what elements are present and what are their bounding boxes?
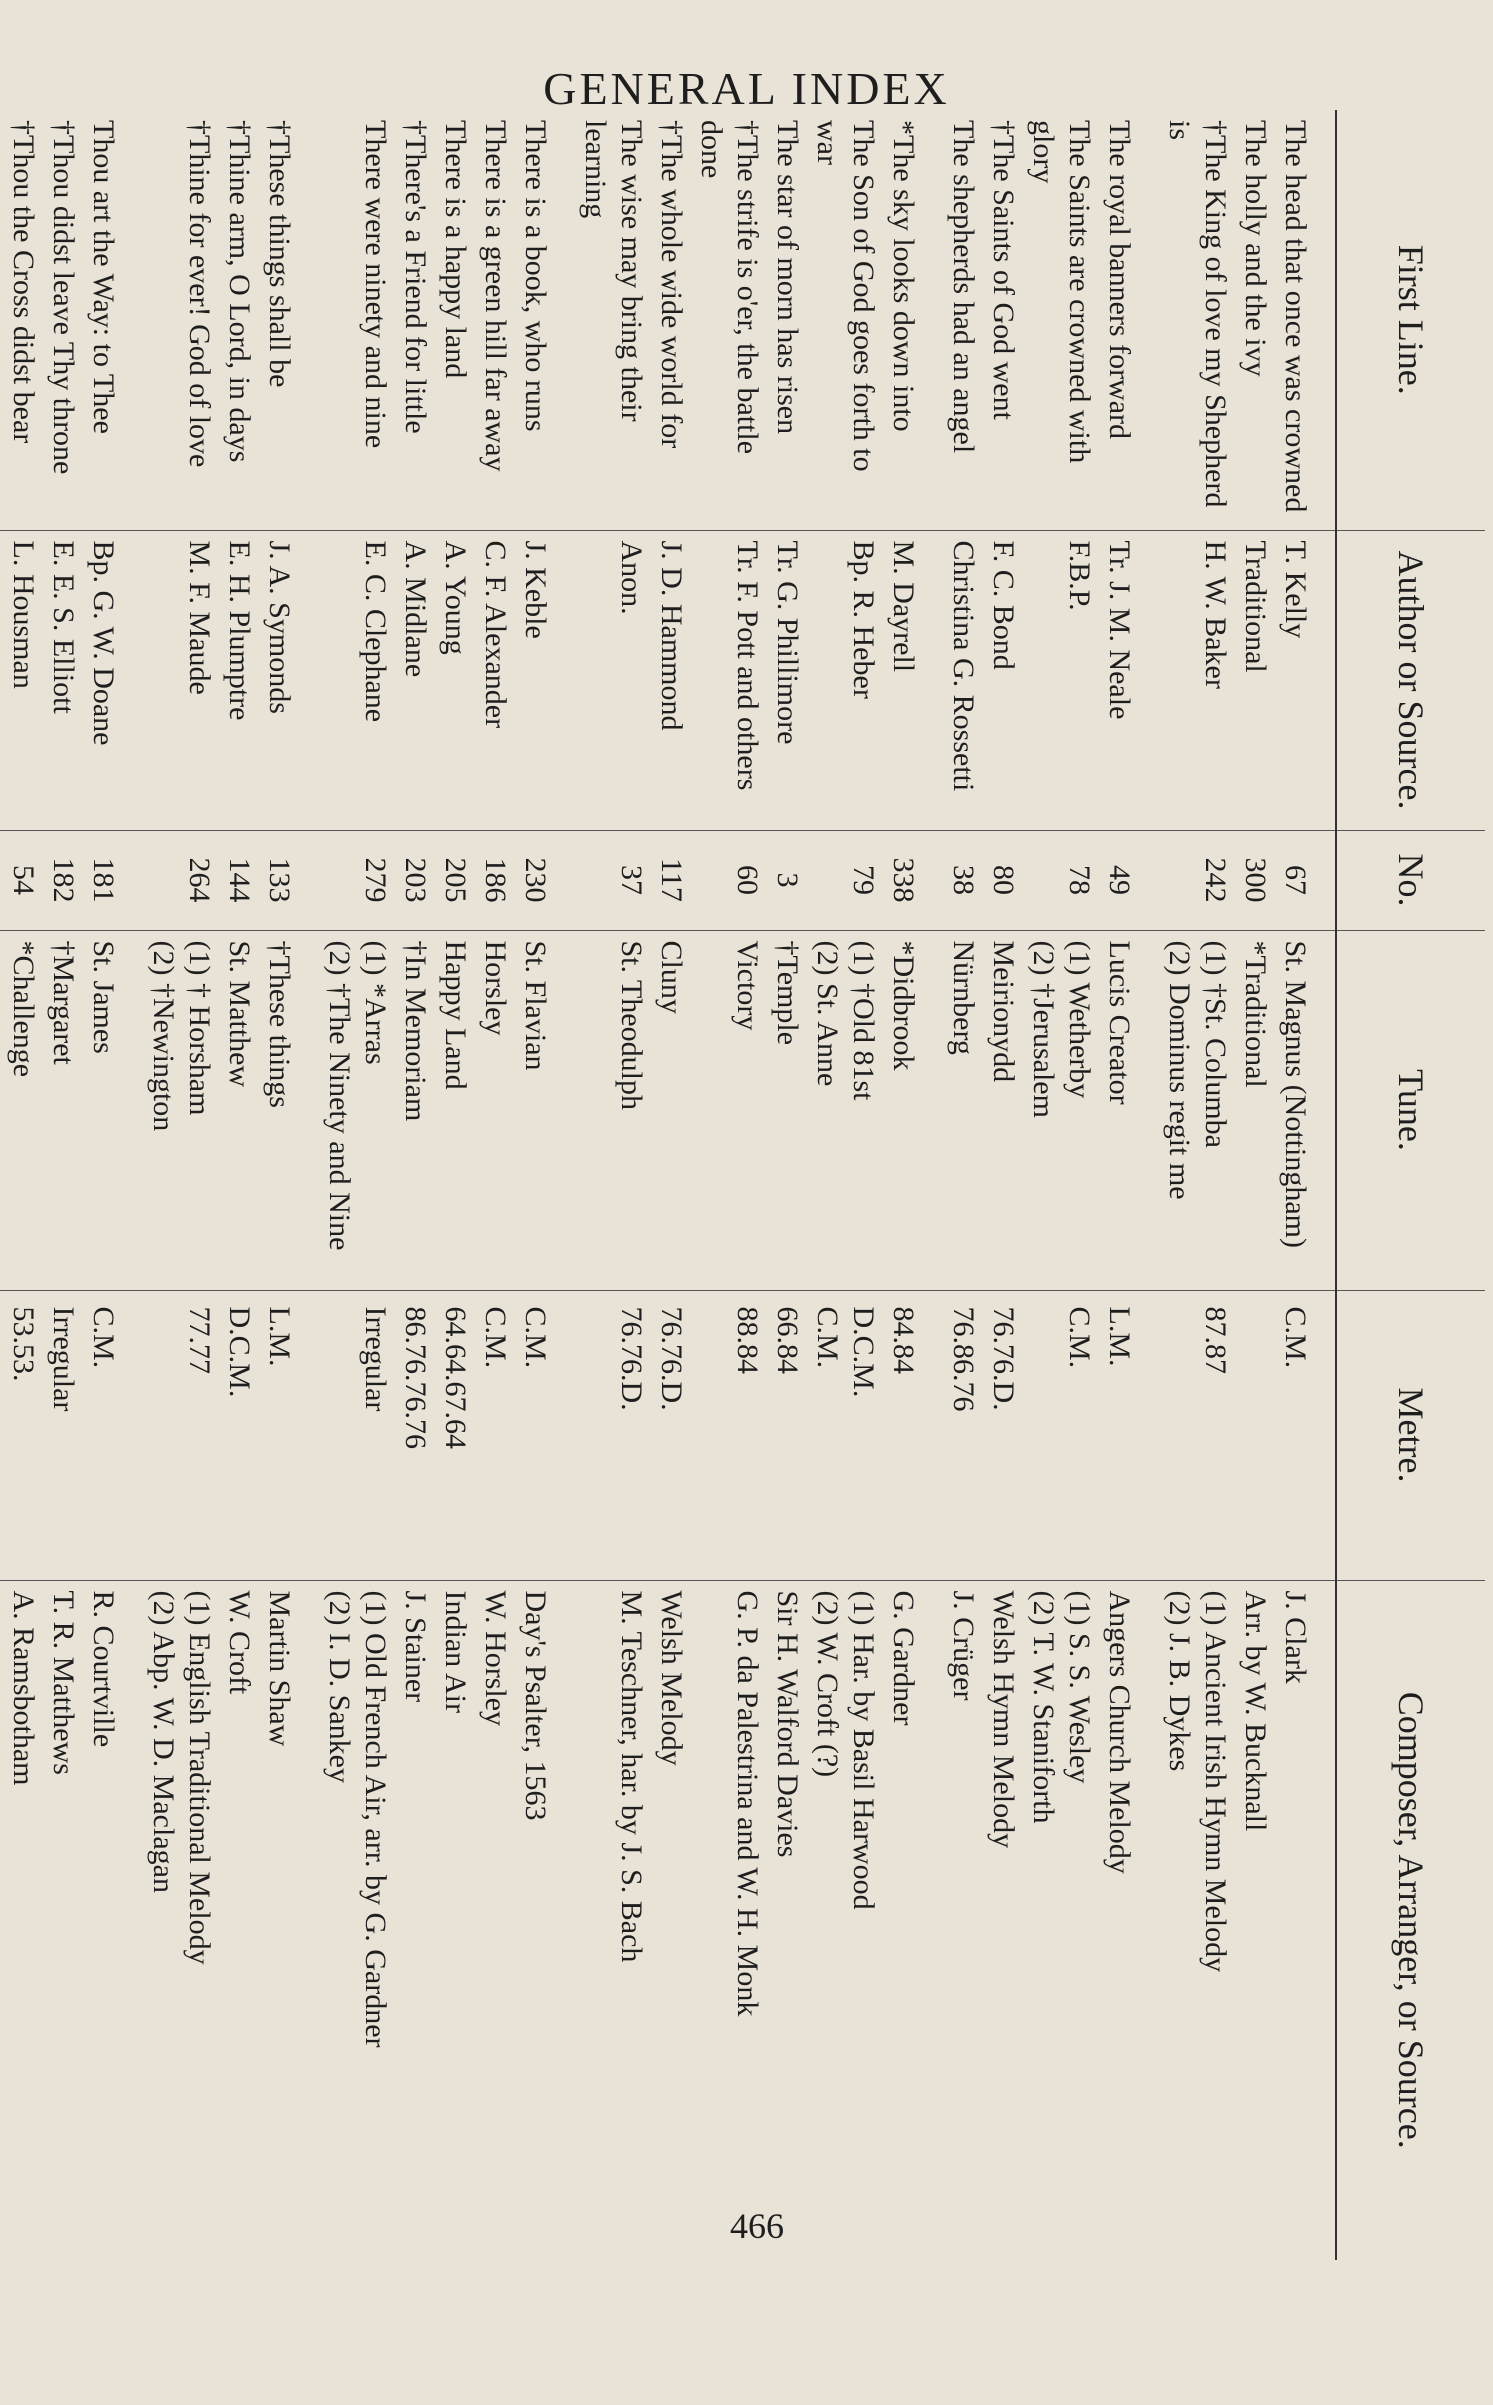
cell-author: E. C. Clephane — [319, 530, 395, 830]
cell-tune: (1) Wetherby (2) †Jerusalem — [1023, 930, 1099, 1290]
table-row — [475, 110, 515, 2260]
cell-author: A. Midlane — [395, 530, 435, 830]
cell-composer: (1) Old French Air, arr. by G. Gardner (2) I. D. Sankey — [323, 1590, 392, 2048]
cell-author: F. C. Bond — [983, 530, 1023, 830]
cell-metre: C.M. — [1023, 1290, 1099, 1580]
cell-author: J. D. Hammond — [651, 530, 691, 830]
table-row — [651, 110, 691, 2260]
table-row — [3, 110, 43, 2260]
cell-tune: (1) †Old 81st (2) St. Anne — [807, 930, 883, 1290]
cell-metre: L.M. — [1099, 1290, 1159, 1580]
cell-author: E. H. Plumptre — [219, 530, 259, 830]
cell-number: 242 — [1159, 830, 1235, 930]
cell-metre: C.M. — [475, 1290, 515, 1580]
cell-number: 205 — [435, 830, 475, 930]
table-row — [767, 110, 807, 2260]
cell-metre: 76.76.D. — [575, 1290, 651, 1580]
cell-author: Traditional — [1235, 530, 1275, 830]
cell-first-line: †Thou the Cross didst bear — [3, 110, 43, 530]
cell-metre: 76.76.D. — [651, 1290, 691, 1580]
cell-author: M. Dayrell — [883, 530, 943, 830]
table-row — [807, 110, 883, 2260]
cell-tune: Nürnberg — [943, 930, 983, 1290]
cell-composer: J. Stainer — [399, 1590, 432, 1703]
cell-composer: W. Croft — [223, 1590, 256, 1695]
cell-composer: (1) English Traditional Melody (2) Abp. W. D. Maclagan — [147, 1590, 216, 1965]
cell-first-line: †There's a Friend for little — [395, 110, 435, 530]
cell-metre: 84.84 — [883, 1290, 943, 1580]
cell-number: 67 — [1275, 830, 1336, 930]
cell-number — [0, 830, 3, 930]
cell-number: 133 — [259, 830, 319, 930]
cell-tune: St. Magnus (Nottingham) — [1275, 930, 1336, 1290]
cell-first-line: There is a book, who runs — [515, 110, 575, 530]
cell-first-line: The royal banners forward — [1099, 110, 1159, 530]
cell-composer: Sir H. Walford Davies — [771, 1590, 804, 1858]
cell-tune: St. Flavian — [515, 930, 575, 1290]
cell-metre: 87.87 — [1159, 1290, 1235, 1580]
cell-metre: C.M. — [1275, 1290, 1336, 1580]
cell-composer: Arr. by W. Bucknall — [1239, 1590, 1272, 1832]
cell-author: Tr. G. Phillimore — [767, 530, 807, 830]
cell-author: J. Keble — [515, 530, 575, 830]
cell-metre: D.C.M. — [219, 1290, 259, 1580]
cell-tune: Meirionydd — [983, 930, 1023, 1290]
cell-composer: Welsh Melody — [655, 1590, 688, 1766]
cell-composer: Angers Church Melody — [1103, 1590, 1136, 1874]
cell-tune: St. James — [83, 930, 143, 1290]
cell-tune: *Didbrook — [883, 930, 943, 1290]
cell-first-line: †Thine for ever! God of love — [143, 110, 219, 530]
cell-metre: D.C.M. C.M. — [807, 1290, 883, 1580]
cell-composer: Welsh Hymn Melody — [987, 1590, 1020, 1849]
table-row — [1023, 110, 1099, 2260]
cell-first-line: †The Saints of God went — [983, 110, 1023, 530]
cell-number: 117 — [651, 830, 691, 930]
cell-first-line: The shepherds had an angel — [943, 110, 983, 530]
cell-composer: M. Teschner, har. by J. S. Bach — [615, 1590, 648, 1963]
cell-number: 181 — [83, 830, 143, 930]
cell-metre: C.M. — [83, 1290, 143, 1580]
table-row — [943, 110, 983, 2260]
table-row — [1275, 110, 1336, 2260]
cell-first-line: The Saints are crowned with glory — [1023, 110, 1099, 530]
cell-metre: L.M. — [259, 1290, 319, 1580]
table-row — [43, 110, 83, 2260]
cell-composer: J. Crüger — [947, 1590, 980, 1701]
cell-tune: St. Theodulph — [575, 930, 651, 1290]
cell-first-line: Thou art the Way: to Thee — [83, 110, 143, 530]
cell-tune: (1) † Horsham (2) †Newington — [143, 930, 219, 1290]
cell-composer: T. R. Matthews — [47, 1590, 80, 1775]
table-row — [219, 110, 259, 2260]
cell-author: C. F. Alexander — [475, 530, 515, 830]
cell-number: 186 — [475, 830, 515, 930]
cell-tune — [0, 930, 3, 1290]
table-row — [983, 110, 1023, 2260]
cell-metre: 53.53. — [3, 1290, 43, 1580]
cell-number: 230 — [515, 830, 575, 930]
cell-author: H. W. Baker — [1159, 530, 1235, 830]
cell-number: 37 — [575, 830, 651, 930]
cell-composer: Martin Shaw — [263, 1590, 296, 1747]
cell-first-line: †The whole wide world for — [651, 110, 691, 530]
col-header-author: Author or Source. — [1336, 530, 1485, 830]
cell-number: 203 — [395, 830, 435, 930]
cell-first-line: *The sky looks down into — [883, 110, 943, 530]
index-table-rotated — [7, 110, 1485, 2260]
table-row — [395, 110, 435, 2260]
cell-first-line: †The strife is o'er, the battle done — [691, 110, 767, 530]
cell-first-line: There is a happy land — [435, 110, 475, 530]
cell-author: Anon. — [575, 530, 651, 830]
cell-composer: Day's Psalter, 1563 — [519, 1590, 552, 1821]
cell-first-line: The star of morn has risen — [767, 110, 807, 530]
table-row — [883, 110, 943, 2260]
cell-composer: (1) Ancient Irish Hymn Melody (2) J. B. Dykes — [1163, 1590, 1232, 1973]
index-table — [0, 110, 1485, 2260]
page-number: 466 — [730, 2206, 784, 2246]
cell-tune: Horsley — [475, 930, 515, 1290]
cell-number: 338 — [883, 830, 943, 930]
col-header-no: No. — [1336, 830, 1485, 930]
cell-author: J. A. Symonds — [259, 530, 319, 830]
cell-tune: Happy Land — [435, 930, 475, 1290]
cell-metre: Irregular — [319, 1290, 395, 1580]
table-row — [515, 110, 575, 2260]
cell-metre: 76.76.D. — [983, 1290, 1023, 1580]
cell-metre — [0, 1290, 3, 1580]
cell-tune: St. Matthew — [219, 930, 259, 1290]
cell-author: L. Housman — [3, 530, 43, 830]
cell-number: 54 — [3, 830, 43, 930]
cell-first-line: There were ninety and nine — [319, 110, 395, 530]
cell-number: 279 — [319, 830, 395, 930]
cell-first-line — [0, 110, 3, 530]
table-row — [259, 110, 319, 2260]
cell-metre: 77.77 — [143, 1290, 219, 1580]
col-header-composer: Composer, Arranger, or Source. — [1336, 1580, 1485, 2260]
cell-author: Christina G. Rossetti — [943, 530, 983, 830]
cell-author: A. Young — [435, 530, 475, 830]
cell-tune: †In Memoriam — [395, 930, 435, 1290]
cell-composer: R. Courtville — [87, 1590, 120, 1748]
cell-author: T. Kelly — [1275, 530, 1336, 830]
table-row — [575, 110, 651, 2260]
cell-tune: (1) †St. Columba (2) Dominus regit me — [1159, 930, 1235, 1290]
cell-metre: Irregular — [43, 1290, 83, 1580]
cell-tune: †Temple — [767, 930, 807, 1290]
cell-first-line: †The King of love my Shepherd is — [1159, 110, 1235, 530]
cell-number: 3 — [767, 830, 807, 930]
col-header-metre: Metre. — [1336, 1290, 1485, 1580]
cell-tune: *Traditional — [1235, 930, 1275, 1290]
cell-first-line: The Son of God goes forth to war — [807, 110, 883, 530]
cell-number: 78 — [1023, 830, 1099, 930]
cell-metre: 88.84 — [691, 1290, 767, 1580]
table-row — [691, 110, 767, 2260]
cell-metre: 76.86.76 — [943, 1290, 983, 1580]
cell-metre: C.M. — [515, 1290, 575, 1580]
cell-author: Bp. G. W. Doane — [83, 530, 143, 830]
table-row — [0, 110, 3, 2260]
cell-first-line: The holly and the ivy — [1235, 110, 1275, 530]
cell-metre: 86.76.76.76 — [395, 1290, 435, 1580]
cell-tune: (1) *Arras (2) †The Ninety and Nine — [319, 930, 395, 1290]
index-rows — [0, 110, 1336, 2260]
table-row — [143, 110, 219, 2260]
cell-author: Bp. R. Heber — [807, 530, 883, 830]
page-title: GENERAL INDEX — [543, 63, 950, 114]
cell-author: M. F. Maude — [143, 530, 219, 830]
cell-number: 49 — [1099, 830, 1159, 930]
table-row — [83, 110, 143, 2260]
cell-composer: G. Gardner — [887, 1590, 920, 1726]
cell-author — [0, 530, 3, 830]
cell-composer: W. Horsley — [479, 1590, 512, 1727]
cell-author: F.B.P. — [1023, 530, 1099, 830]
cell-metre — [1235, 1290, 1275, 1580]
cell-composer: (1) Har. by Basil Harwood (2) W. Croft (?) — [811, 1590, 880, 1910]
cell-tune: Victory — [691, 930, 767, 1290]
cell-composer: G. P. da Palestrina and W. H. Monk — [731, 1590, 764, 2017]
cell-first-line: †These things shall be — [259, 110, 319, 530]
cell-first-line: †Thine arm, O Lord, in days — [219, 110, 259, 530]
cell-tune: Cluny — [651, 930, 691, 1290]
col-header-tune: Tune. — [1336, 930, 1485, 1290]
cell-composer: J. Clark — [1279, 1590, 1312, 1684]
cell-first-line: The wise may bring their learning — [575, 110, 651, 530]
table-row — [319, 110, 395, 2260]
cell-composer — [0, 1580, 3, 2260]
cell-first-line: The head that once was crowned — [1275, 110, 1336, 530]
cell-author: E. E. S. Elliott — [43, 530, 83, 830]
cell-metre: 64.64.67.64 — [435, 1290, 475, 1580]
cell-author: Tr. J. M. Neale — [1099, 530, 1159, 830]
cell-number: 38 — [943, 830, 983, 930]
cell-metre: 66.84 — [767, 1290, 807, 1580]
cell-number: 79 — [807, 830, 883, 930]
cell-first-line: There is a green hill far away — [475, 110, 515, 530]
table-row — [1159, 110, 1235, 2260]
table-row — [1235, 110, 1275, 2260]
cell-author: Tr. F. Pott and others — [691, 530, 767, 830]
cell-number: 144 — [219, 830, 259, 930]
col-header-first-line: First Line. — [1336, 110, 1485, 530]
header-row — [1336, 110, 1485, 2260]
cell-number: 80 — [983, 830, 1023, 930]
cell-number: 60 — [691, 830, 767, 930]
cell-first-line: †Thou didst leave Thy throne — [43, 110, 83, 530]
cell-composer: (1) S. S. Wesley (2) T. W. Staniforth — [1027, 1590, 1096, 1824]
cell-number: 182 — [43, 830, 83, 930]
cell-composer: A. Ramsbotham — [7, 1590, 40, 1786]
cell-tune: *Challenge — [3, 930, 43, 1290]
cell-tune: †These things — [259, 930, 319, 1290]
cell-tune: †Margaret — [43, 930, 83, 1290]
cell-number: 264 — [143, 830, 219, 930]
cell-composer: Indian Air — [439, 1590, 472, 1713]
table-row — [435, 110, 475, 2260]
cell-number: 300 — [1235, 830, 1275, 930]
cell-tune: Lucis Creator — [1099, 930, 1159, 1290]
table-row — [1099, 110, 1159, 2260]
